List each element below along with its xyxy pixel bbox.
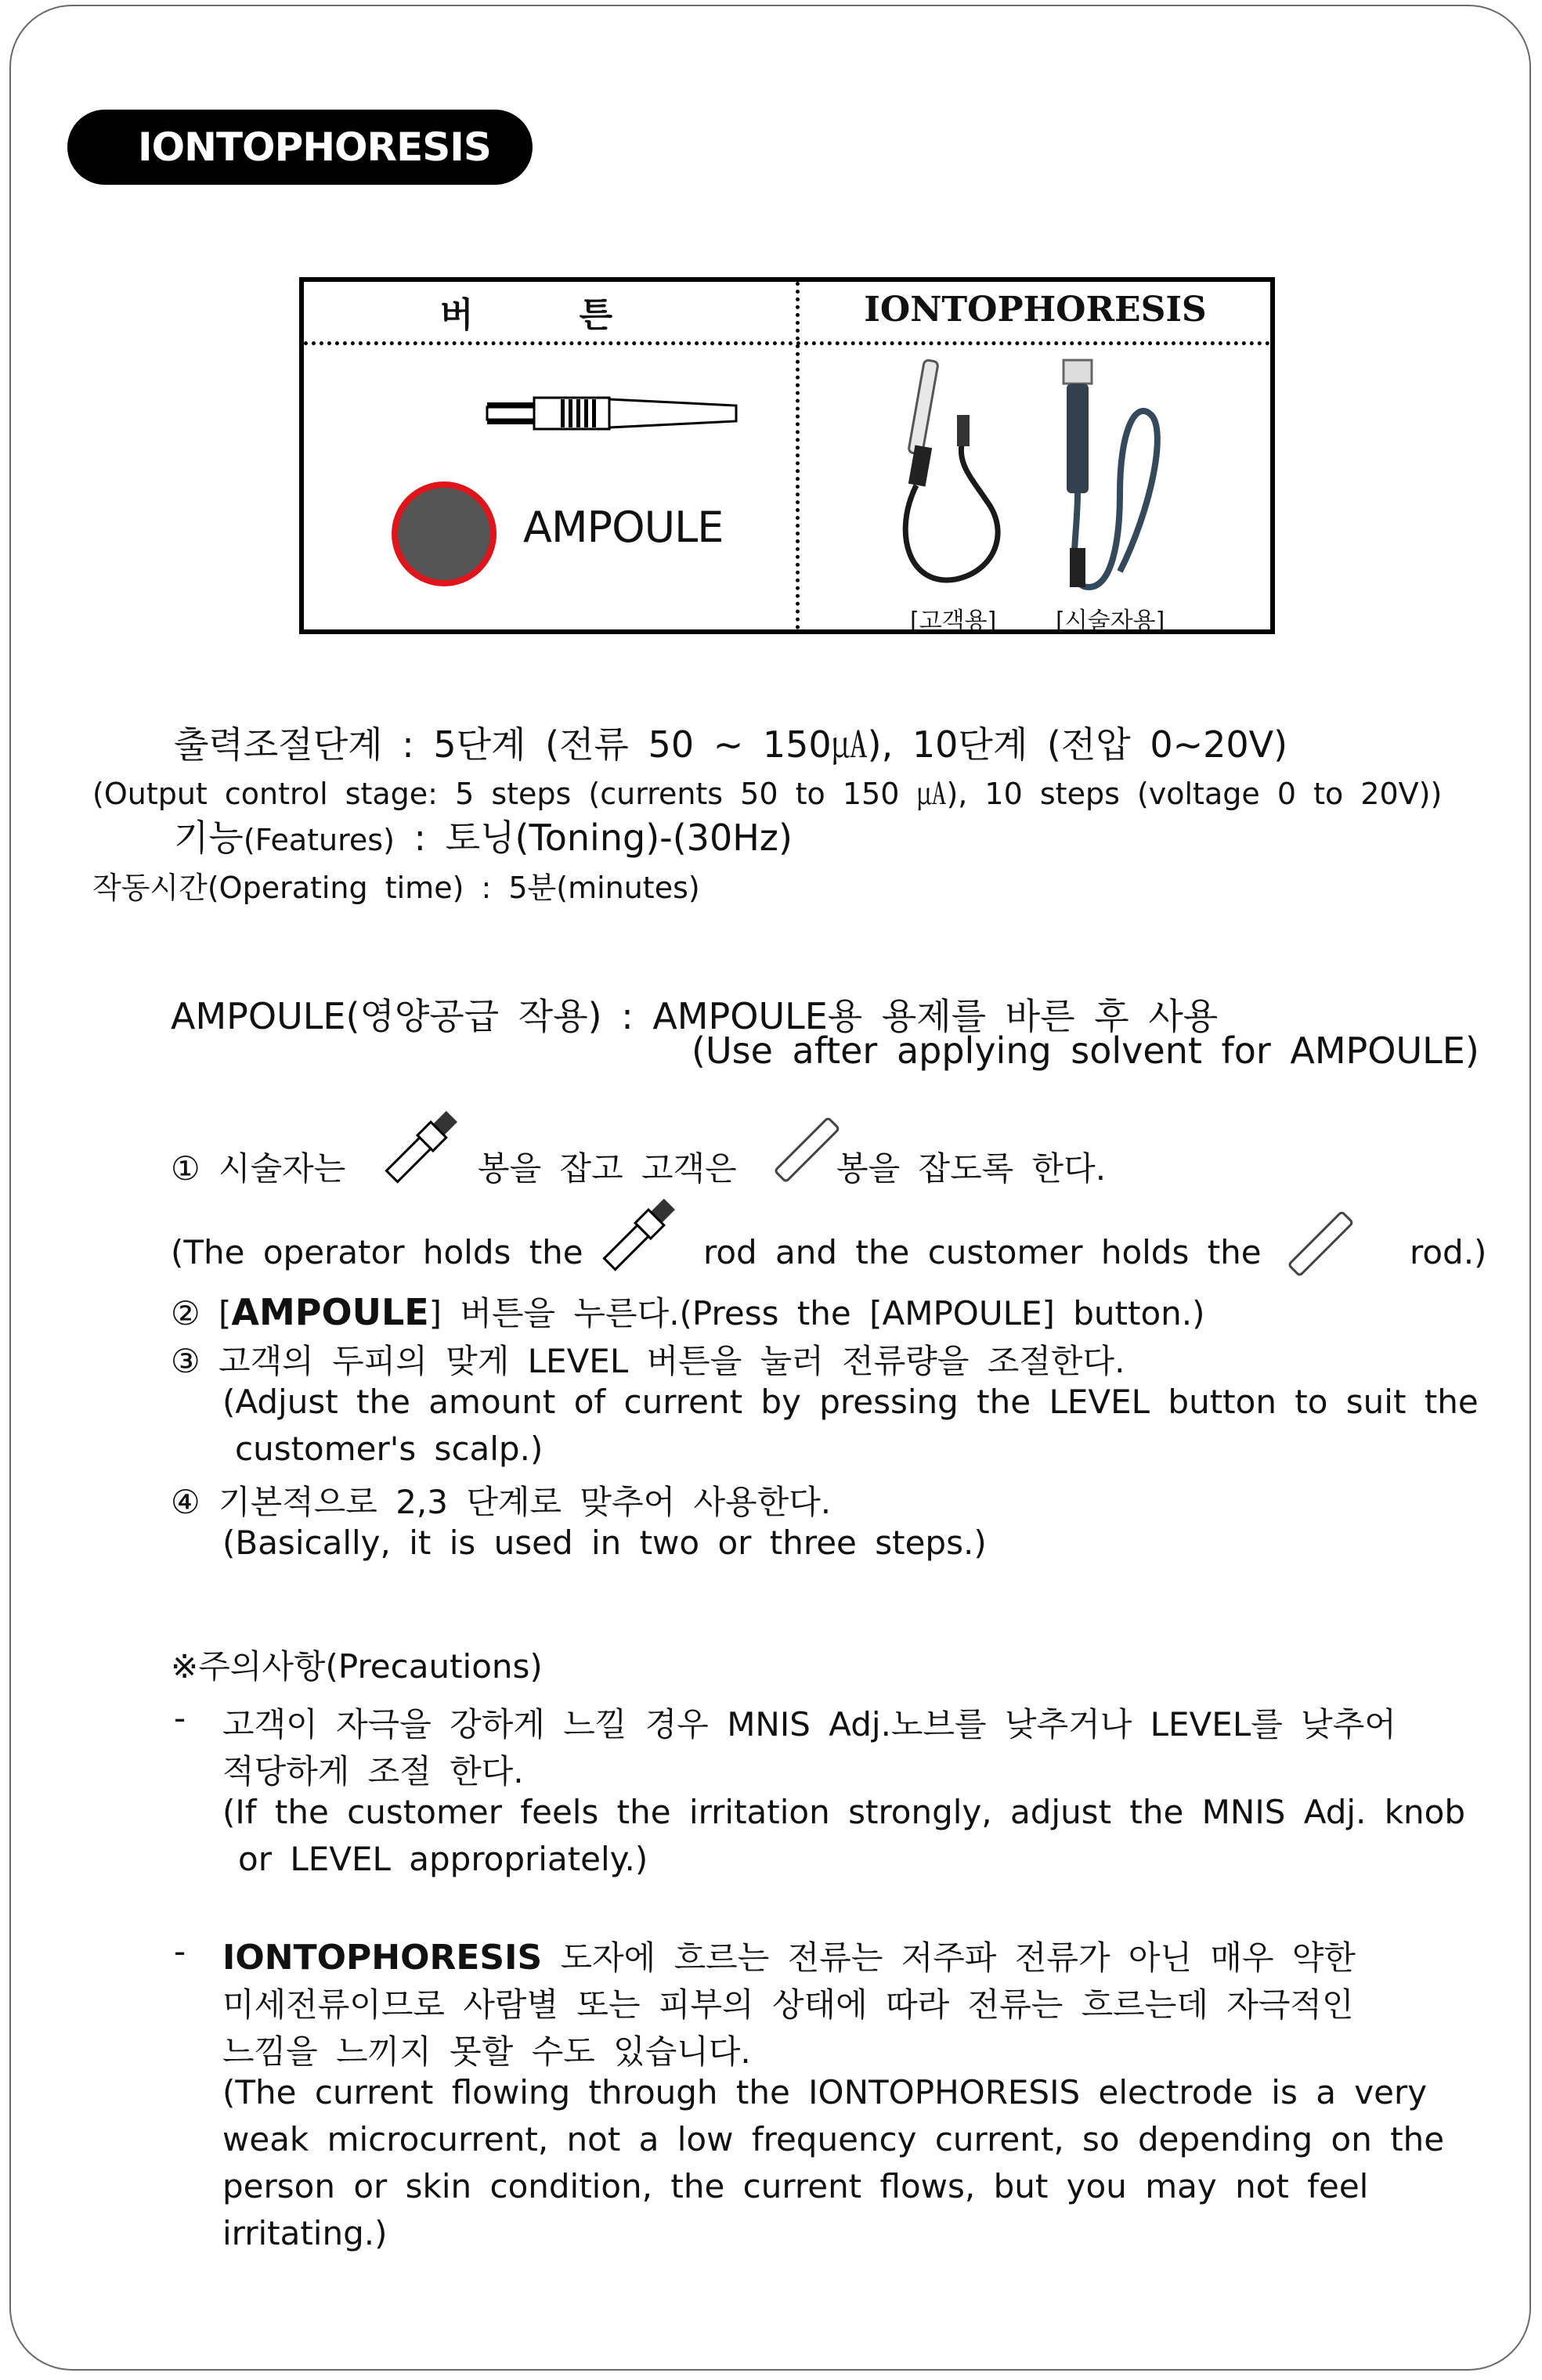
operating-time: 작동시간(Operating time) : 5분(minutes) <box>92 871 700 905</box>
step-1-en-a: (The operator holds the <box>171 1233 583 1271</box>
operator-rod-icon <box>382 1104 460 1190</box>
bullet-dash: - <box>174 1932 186 1971</box>
header-divider <box>304 341 1270 345</box>
step-2-ampoule: AMPOULE <box>231 1291 429 1333</box>
p2-ko-1b: 도자에 흐르는 전류는 저주파 전류가 아닌 매우 약한 <box>542 1938 1356 1977</box>
table-header-button: 버 튼 <box>439 295 660 335</box>
p2-ko-2: 미세전류이므로 사람별 또는 피부의 상태에 따라 전류는 흐르는데 자극적인 <box>222 1985 1354 2024</box>
step-2-c: ] 버튼을 누른다.(Press the [AMPOULE] button.) <box>428 1294 1205 1332</box>
p1-en-1: (If the customer feels the irritation strongly, adjust the MNIS Adj. knob <box>222 1793 1466 1831</box>
section-title: IONTOPHORESIS <box>67 110 533 185</box>
table-header-iontophoresis: IONTOPHORESIS <box>864 290 1207 330</box>
p2-en-1: (The current flowing through the IONTOPHORESIS electrode is a very <box>222 2073 1428 2111</box>
step-2-a: ② [ <box>171 1294 232 1332</box>
features-label-ko: 기능 <box>174 817 244 859</box>
customer-rod-icon <box>1284 1206 1355 1284</box>
ampoule-line-en: (Use after applying solvent for AMPOULE) <box>692 1030 1479 1072</box>
step-3: ③ 고객의 두피의 맞게 LEVEL 버튼을 눌러 전류량을 조절한다. <box>171 1342 1125 1380</box>
features-value: : 토닝(Toning)-(30Hz) <box>394 817 793 859</box>
p2-en-3: person or skin condition, the current flows, but you may not feel <box>222 2167 1369 2205</box>
precautions-heading: ※주의사항(Precautions) <box>171 1647 543 1686</box>
bullet-dash: - <box>174 1699 186 1737</box>
step-1-en-b: rod and the customer holds the <box>703 1233 1262 1271</box>
column-divider <box>796 282 800 629</box>
p2-ko-3: 느낌을 느끼지 못할 수도 있습니다. <box>222 2032 751 2071</box>
p1-ko-1: 고객이 자극을 강하게 느낄 경우 MNIS Adj.노브를 낮추거나 LEVEL를 낮추어 <box>222 1705 1396 1744</box>
ampoule-line-ko: AMPOULE(영양공급 작용) : AMPOULE용 용제를 바른 후 사용 <box>171 995 1219 1037</box>
features-label-en: (Features) <box>243 823 395 857</box>
output-spec-en: (Output control stage: 5 steps (currents 50 to 150 ㎂), 10 steps (voltage 0 to 20V)) <box>92 777 1443 811</box>
step-1-b: 봉을 잡고 고객은 <box>478 1149 737 1188</box>
caption-customer: [고객용] <box>910 608 997 635</box>
ampoule-button-icon <box>392 481 497 586</box>
step-4-en: (Basically, it is used in two or three steps.) <box>222 1524 987 1562</box>
button-table <box>299 277 1275 634</box>
p1-en-2: or LEVEL appropriately.) <box>238 1840 648 1878</box>
ampoule-button-label: AMPOULE <box>523 503 724 552</box>
step-3-en-2: customer's scalp.) <box>235 1430 543 1468</box>
step-2 <box>171 1288 1205 1335</box>
step-1-en-c: rod.) <box>1410 1233 1487 1271</box>
p2-en-2: weak microcurrent, not a low frequency current, so depending on the <box>222 2120 1445 2158</box>
step-1-a: ① 시술자는 <box>171 1149 346 1188</box>
step-4: ④ 기본적으로 2,3 단계로 맞추어 사용한다. <box>171 1483 832 1521</box>
operator-rod-icon <box>600 1192 678 1278</box>
electrode-cables-icon <box>885 352 1214 603</box>
features-line <box>174 810 793 861</box>
p1-ko-2: 적당하게 조절 한다. <box>222 1752 524 1790</box>
handpiece-icon <box>486 390 744 437</box>
p2-en-4: irritating.) <box>222 2214 388 2252</box>
step-1-c: 봉을 잡도록 한다. <box>836 1149 1107 1188</box>
customer-rod-icon <box>771 1112 841 1190</box>
step-3-en-1: (Adjust the amount of current by pressing the LEVEL button to suit the <box>222 1383 1479 1421</box>
p2-ko-1a: IONTOPHORESIS <box>222 1938 543 1978</box>
p2-ko-1 <box>222 1932 1356 1979</box>
caption-operator: [시술자용] <box>1056 608 1165 635</box>
output-spec-ko: 출력조절단계 : 5단계 (전류 50 ~ 150㎂), 10단계 (전압 0~20V) <box>174 723 1288 766</box>
